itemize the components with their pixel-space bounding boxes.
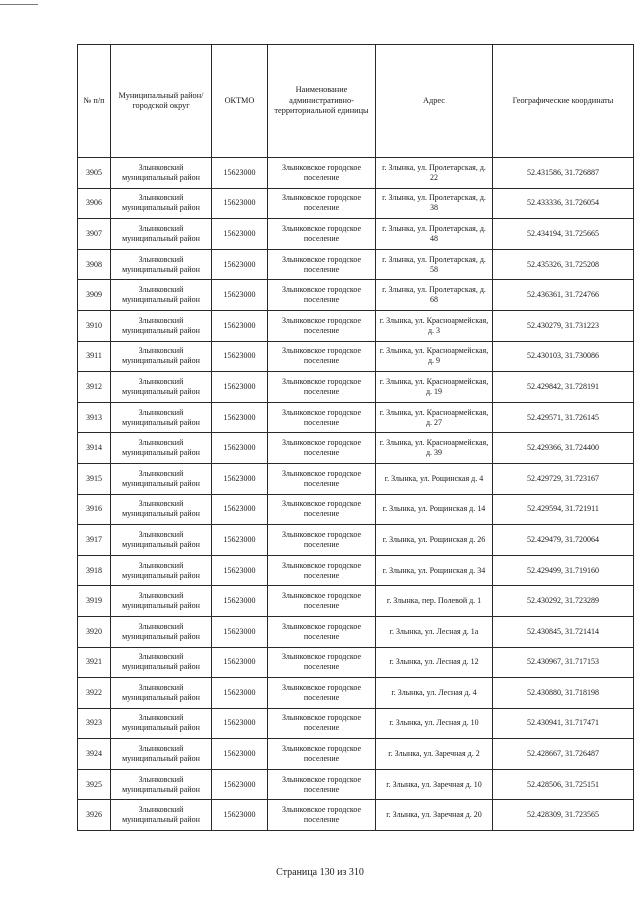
- cell-oktmo: 15623000: [212, 219, 268, 250]
- cell-oktmo: 15623000: [212, 158, 268, 189]
- scan-corner-mark: [0, 4, 38, 5]
- cell-num: 3909: [78, 280, 111, 311]
- cell-district: Злынковский муниципальный район: [111, 219, 212, 250]
- cell-address: г. Злынка, ул. Лесная д. 12: [376, 647, 493, 678]
- cell-district: Злынковский муниципальный район: [111, 280, 212, 311]
- cell-name: Злынковское городское поселение: [268, 739, 376, 770]
- header-oktmo: ОКТМО: [212, 45, 268, 158]
- cell-oktmo: 15623000: [212, 739, 268, 770]
- cell-num: 3924: [78, 739, 111, 770]
- table-row: [78, 219, 634, 250]
- header-district: Муниципальный район/городской округ: [111, 45, 212, 158]
- table-row: [78, 433, 634, 464]
- cell-district: Злынковский муниципальный район: [111, 310, 212, 341]
- table-row: [78, 616, 634, 647]
- cell-num: 3906: [78, 188, 111, 219]
- cell-address: г. Злынка, ул. Лесная д. 10: [376, 708, 493, 739]
- cell-address: г. Злынка, ул. Красноармейская, д. 39: [376, 433, 493, 464]
- cell-name: Злынковское городское поселение: [268, 280, 376, 311]
- cell-geo: 52.435326, 31.725208: [493, 249, 634, 280]
- cell-district: Злынковский муниципальный район: [111, 647, 212, 678]
- cell-geo: 52.434194, 31.725665: [493, 219, 634, 250]
- cell-name: Злынковское городское поселение: [268, 372, 376, 403]
- cell-name: Злынковское городское поселение: [268, 310, 376, 341]
- cell-district: Злынковский муниципальный район: [111, 586, 212, 617]
- cell-geo: 52.430941, 31.717471: [493, 708, 634, 739]
- cell-name: Злынковское городское поселение: [268, 341, 376, 372]
- cell-name: Злынковское городское поселение: [268, 708, 376, 739]
- cell-geo: 52.429499, 31.719160: [493, 555, 634, 586]
- cell-num: 3914: [78, 433, 111, 464]
- cell-geo: 52.431586, 31.726887: [493, 158, 634, 189]
- cell-num: 3921: [78, 647, 111, 678]
- cell-oktmo: 15623000: [212, 372, 268, 403]
- cell-num: 3905: [78, 158, 111, 189]
- cell-district: Злынковский муниципальный район: [111, 494, 212, 525]
- table-header-row: [78, 45, 634, 158]
- table-row: [78, 310, 634, 341]
- table-row: [78, 341, 634, 372]
- cell-oktmo: 15623000: [212, 463, 268, 494]
- cell-address: г. Злынка, ул. Красноармейская, д. 3: [376, 310, 493, 341]
- cell-district: Злынковский муниципальный район: [111, 188, 212, 219]
- header-address: Адрес: [376, 45, 493, 158]
- cell-name: Злынковское городское поселение: [268, 494, 376, 525]
- cell-geo: 52.429479, 31.720064: [493, 525, 634, 556]
- cell-oktmo: 15623000: [212, 310, 268, 341]
- cell-name: Злынковское городское поселение: [268, 463, 376, 494]
- cell-name: Злынковское городское поселение: [268, 249, 376, 280]
- cell-num: 3917: [78, 525, 111, 556]
- cell-oktmo: 15623000: [212, 769, 268, 800]
- cell-num: 3908: [78, 249, 111, 280]
- cell-num: 3915: [78, 463, 111, 494]
- cell-geo: 52.429366, 31.724400: [493, 433, 634, 464]
- cell-district: Злынковский муниципальный район: [111, 372, 212, 403]
- cell-geo: 52.429594, 31.721911: [493, 494, 634, 525]
- cell-address: г. Злынка, ул. Лесная д. 4: [376, 678, 493, 709]
- cell-name: Злынковское городское поселение: [268, 219, 376, 250]
- table-row: [78, 158, 634, 189]
- cell-geo: 52.430845, 31.721414: [493, 616, 634, 647]
- cell-oktmo: 15623000: [212, 280, 268, 311]
- cell-geo: 52.436361, 31.724766: [493, 280, 634, 311]
- cell-address: г. Злынка, ул. Заречная д. 20: [376, 800, 493, 831]
- table-row: [78, 463, 634, 494]
- cell-district: Злынковский муниципальный район: [111, 616, 212, 647]
- cell-name: Злынковское городское поселение: [268, 586, 376, 617]
- cell-oktmo: 15623000: [212, 800, 268, 831]
- cell-address: г. Злынка, ул. Красноармейская, д. 19: [376, 372, 493, 403]
- cell-address: г. Злынка, ул. Красноармейская, д. 27: [376, 402, 493, 433]
- cell-name: Злынковское городское поселение: [268, 555, 376, 586]
- cell-name: Злынковское городское поселение: [268, 188, 376, 219]
- cell-address: г. Злынка, ул. Пролетарская, д. 22: [376, 158, 493, 189]
- cell-oktmo: 15623000: [212, 586, 268, 617]
- cell-name: Злынковское городское поселение: [268, 402, 376, 433]
- cell-district: Злынковский муниципальный район: [111, 249, 212, 280]
- cell-address: г. Злынка, ул. Пролетарская, д. 68: [376, 280, 493, 311]
- table-row: [78, 769, 634, 800]
- cell-geo: 52.428667, 31.726487: [493, 739, 634, 770]
- registry-table: [77, 44, 634, 831]
- cell-name: Злынковское городское поселение: [268, 678, 376, 709]
- cell-geo: 52.429729, 31.723167: [493, 463, 634, 494]
- cell-district: Злынковский муниципальный район: [111, 463, 212, 494]
- cell-oktmo: 15623000: [212, 249, 268, 280]
- cell-address: г. Злынка, ул. Заречная д. 10: [376, 769, 493, 800]
- cell-oktmo: 15623000: [212, 188, 268, 219]
- cell-district: Злынковский муниципальный район: [111, 708, 212, 739]
- cell-district: Злынковский муниципальный район: [111, 739, 212, 770]
- cell-oktmo: 15623000: [212, 647, 268, 678]
- cell-geo: 52.429842, 31.728191: [493, 372, 634, 403]
- cell-district: Злынковский муниципальный район: [111, 341, 212, 372]
- cell-num: 3910: [78, 310, 111, 341]
- cell-geo: 52.430279, 31.731223: [493, 310, 634, 341]
- cell-district: Злынковский муниципальный район: [111, 769, 212, 800]
- table-row: [78, 494, 634, 525]
- table-row: [78, 647, 634, 678]
- cell-district: Злынковский муниципальный район: [111, 678, 212, 709]
- cell-address: г. Злынка, ул. Рощинская д. 4: [376, 463, 493, 494]
- cell-oktmo: 15623000: [212, 402, 268, 433]
- table-row: [78, 402, 634, 433]
- cell-num: 3919: [78, 586, 111, 617]
- table-row: [78, 372, 634, 403]
- table-row: [78, 280, 634, 311]
- cell-num: 3918: [78, 555, 111, 586]
- table-row: [78, 555, 634, 586]
- cell-oktmo: 15623000: [212, 708, 268, 739]
- cell-address: г. Злынка, ул. Пролетарская, д. 38: [376, 188, 493, 219]
- cell-num: 3912: [78, 372, 111, 403]
- cell-address: г. Злынка, ул. Рощинская д. 26: [376, 525, 493, 556]
- table-row: [78, 525, 634, 556]
- cell-address: г. Злынка, ул. Рощинская д. 34: [376, 555, 493, 586]
- cell-geo: 52.430880, 31.718198: [493, 678, 634, 709]
- cell-geo: 52.428309, 31.723565: [493, 800, 634, 831]
- cell-geo: 52.428506, 31.725151: [493, 769, 634, 800]
- cell-name: Злынковское городское поселение: [268, 616, 376, 647]
- cell-name: Злынковское городское поселение: [268, 647, 376, 678]
- cell-name: Злынковское городское поселение: [268, 433, 376, 464]
- cell-name: Злынковское городское поселение: [268, 525, 376, 556]
- cell-address: г. Злынка, ул. Лесная д. 1а: [376, 616, 493, 647]
- cell-oktmo: 15623000: [212, 341, 268, 372]
- table-row: [78, 739, 634, 770]
- cell-address: г. Злынка, ул. Пролетарская, д. 48: [376, 219, 493, 250]
- cell-geo: 52.430292, 31.723289: [493, 586, 634, 617]
- cell-num: 3907: [78, 219, 111, 250]
- cell-name: Злынковское городское поселение: [268, 158, 376, 189]
- cell-address: г. Злынка, ул. Красноармейская, д. 9: [376, 341, 493, 372]
- cell-district: Злынковский муниципальный район: [111, 402, 212, 433]
- cell-geo: 52.430967, 31.717153: [493, 647, 634, 678]
- cell-address: г. Злынка, ул. Пролетарская, д. 58: [376, 249, 493, 280]
- header-num: № п/п: [78, 45, 111, 158]
- cell-geo: 52.430103, 31.730086: [493, 341, 634, 372]
- table-row: [78, 586, 634, 617]
- cell-num: 3916: [78, 494, 111, 525]
- cell-geo: 52.433336, 31.726054: [493, 188, 634, 219]
- cell-oktmo: 15623000: [212, 494, 268, 525]
- cell-num: 3911: [78, 341, 111, 372]
- cell-num: 3920: [78, 616, 111, 647]
- cell-oktmo: 15623000: [212, 525, 268, 556]
- cell-district: Злынковский муниципальный район: [111, 800, 212, 831]
- header-name: Наименование административно-территориальной единицы: [268, 45, 376, 158]
- table-row: [78, 678, 634, 709]
- cell-num: 3926: [78, 800, 111, 831]
- cell-district: Злынковский муниципальный район: [111, 555, 212, 586]
- cell-district: Злынковский муниципальный район: [111, 158, 212, 189]
- table-row: [78, 188, 634, 219]
- cell-num: 3922: [78, 678, 111, 709]
- page-footer: Страница 130 из 310: [276, 867, 364, 878]
- table-row: [78, 708, 634, 739]
- header-coords: Географические координаты: [493, 45, 634, 158]
- cell-num: 3923: [78, 708, 111, 739]
- table-row: [78, 249, 634, 280]
- cell-name: Злынковское городское поселение: [268, 769, 376, 800]
- cell-name: Злынковское городское поселение: [268, 800, 376, 831]
- table-row: [78, 800, 634, 831]
- cell-oktmo: 15623000: [212, 555, 268, 586]
- cell-oktmo: 15623000: [212, 678, 268, 709]
- cell-geo: 52.429571, 31.726145: [493, 402, 634, 433]
- cell-oktmo: 15623000: [212, 616, 268, 647]
- cell-district: Злынковский муниципальный район: [111, 433, 212, 464]
- cell-num: 3913: [78, 402, 111, 433]
- cell-address: г. Злынка, пер. Полевой д. 1: [376, 586, 493, 617]
- cell-num: 3925: [78, 769, 111, 800]
- cell-address: г. Злынка, ул. Заречная д. 2: [376, 739, 493, 770]
- cell-district: Злынковский муниципальный район: [111, 525, 212, 556]
- cell-address: г. Злынка, ул. Рощинская д. 14: [376, 494, 493, 525]
- cell-oktmo: 15623000: [212, 433, 268, 464]
